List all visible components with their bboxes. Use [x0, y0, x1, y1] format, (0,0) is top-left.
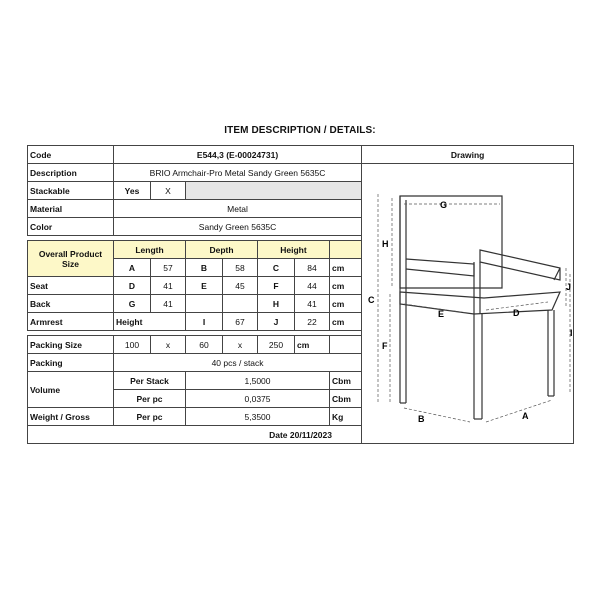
- page-title: ITEM DESCRIPTION / DETAILS:: [224, 125, 376, 136]
- packing-label: Packing: [28, 354, 114, 372]
- weight-value: 5,3500: [186, 408, 330, 426]
- label-c: C: [368, 295, 375, 305]
- code-label: Code: [28, 146, 114, 164]
- weight-row: Weight / Gross Per pc 5,3500 Kg: [28, 408, 574, 426]
- armrest-label: Armrest: [28, 313, 114, 331]
- seat-label: Seat: [28, 277, 114, 295]
- seat-row: Seat D 41 E 45 F 44 cm: [28, 277, 574, 295]
- length-header: Length: [114, 241, 186, 259]
- packing-value: 40 pcs / stack: [114, 354, 362, 372]
- material-label: Material: [28, 200, 114, 218]
- overall-depth: 58: [223, 259, 258, 277]
- stackable-label: Stackable: [28, 182, 114, 200]
- label-h: H: [382, 239, 389, 249]
- label-e: E: [438, 309, 445, 319]
- description-value: BRIO Armchair-Pro Metal Sandy Green 5635C: [114, 164, 362, 182]
- right-armrest: [480, 250, 560, 280]
- chair-drawing: [364, 164, 574, 439]
- volume-per-stack: 1,5000: [186, 372, 330, 390]
- volume-label: Volume: [28, 372, 114, 408]
- description-label: Description: [28, 164, 114, 182]
- color-value: Sandy Green 5635C: [114, 218, 362, 236]
- label-f: F: [382, 341, 388, 351]
- material-value: Metal: [114, 200, 362, 218]
- weight-label: Weight / Gross: [28, 408, 114, 426]
- packing-size-row: Packing Size 100 x 60 x 250 cm: [28, 336, 574, 354]
- label-g: G: [440, 200, 448, 210]
- label-b: B: [418, 414, 425, 424]
- overall-length: 57: [151, 259, 186, 277]
- depth-header: Depth: [186, 241, 258, 259]
- label-j: J: [566, 282, 572, 292]
- stackable-mark: X: [151, 182, 186, 200]
- drawing-title: Drawing: [362, 146, 574, 164]
- overall-label: Overall Product Size: [28, 241, 114, 277]
- packing-size-label: Packing Size: [28, 336, 114, 354]
- volume-per-pc: 0,0375: [186, 390, 330, 408]
- label-d: D: [513, 308, 520, 318]
- armrest-row: Armrest Height I 67 J 22 cm: [28, 313, 574, 331]
- color-label: Color: [28, 218, 114, 236]
- code-row: [28, 146, 574, 164]
- drawing-cell: [362, 164, 574, 444]
- label-i: I: [570, 328, 573, 338]
- spec-table: [27, 145, 574, 444]
- overall-values-row: A 57 B 58 C 84 cm: [28, 259, 574, 277]
- code-value: E544,3 (E-00024731): [114, 146, 362, 164]
- overall-height: 84: [295, 259, 330, 277]
- height-header: Height: [258, 241, 330, 259]
- back-label: Back: [28, 295, 114, 313]
- back-row: Back G 41 H 41 cm: [28, 295, 574, 313]
- label-a: A: [522, 411, 529, 421]
- stackable-yes: Yes: [114, 182, 151, 200]
- left-armrest: [406, 259, 474, 276]
- description-row: [28, 164, 574, 182]
- volume-pc-row: Per pc 0,0375 Cbm: [28, 390, 574, 408]
- volume-stack-row: Volume Per Stack 1,5000 Cbm: [28, 372, 574, 390]
- date-value: Date 20/11/2023: [28, 426, 574, 444]
